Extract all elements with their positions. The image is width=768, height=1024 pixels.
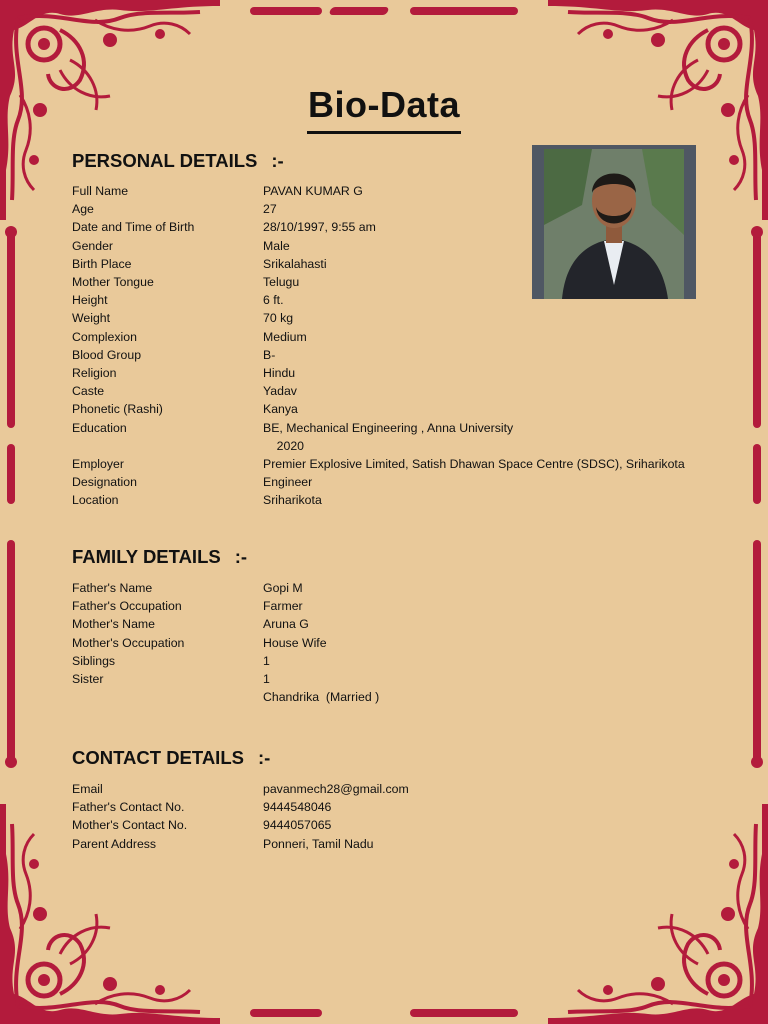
list-item: Employer Premier Explosive Limited, Satish Dhawan Space Centre (SDSC), Sriharikota — [72, 457, 685, 472]
list-item: Sister 1 — [72, 672, 270, 687]
list-item: Full Name PAVAN KUMAR G — [72, 184, 363, 198]
list-item: Siblings 1 — [72, 653, 270, 668]
family-details-list — [72, 579, 712, 706]
family-details-heading: FAMILY DETAILS :- — [72, 546, 248, 567]
personal-details-heading: PERSONAL DETAILS :- — [72, 150, 284, 171]
list-item: Father's Name Gopi M — [72, 581, 303, 595]
list-item: Caste Yadav — [72, 384, 297, 399]
list-item: Mother's Occupation House Wife — [72, 635, 327, 650]
list-item: Date and Time of Birth 28/10/1997, 9:55 am — [72, 220, 376, 235]
list-item: Religion Hindu — [72, 366, 296, 381]
list-item: Age 27 — [72, 202, 277, 217]
email-value: pavanmech28@gmail.com — [263, 782, 409, 796]
list-item: Blood Group B- — [72, 347, 276, 362]
list-item: Location Sriharikota — [72, 493, 322, 508]
list-item: Mother's Contact No. 9444057065 — [72, 818, 332, 833]
list-item: Phonetic (Rashi) Kanya — [72, 402, 298, 417]
list-item: Complexion Medium — [72, 329, 307, 344]
list-item: Chandrika (Married ) — [263, 690, 380, 705]
contact-details-list — [72, 780, 712, 853]
list-item: Mother's Name Aruna G — [72, 617, 309, 632]
list-item: Weight 70 kg — [72, 311, 294, 326]
page-title: Bio-Data — [307, 84, 460, 125]
list-item: Email pavanmech28@gmail.com — [72, 780, 712, 798]
list-item: Parent Address Ponneri, Tamil Nadu — [72, 836, 374, 851]
list-item: Mother Tongue Telugu — [72, 275, 300, 290]
list-item: Height 6 ft. — [72, 293, 284, 308]
list-item: Father's Contact No. 9444548046 — [72, 800, 332, 815]
list-item: Father's Occupation Farmer — [72, 599, 303, 614]
list-item: Education BE, Mechanical Engineering , Anna University — [72, 420, 514, 435]
personal-details-list — [72, 182, 712, 510]
list-item: Birth Place Srikalahasti — [72, 256, 327, 271]
title-underline — [307, 131, 461, 134]
list-item: Gender Male — [72, 238, 290, 253]
list-item: Designation Engineer — [72, 475, 313, 490]
contact-details-heading: CONTACT DETAILS :- — [72, 747, 271, 768]
list-item: 2020 — [263, 438, 305, 453]
